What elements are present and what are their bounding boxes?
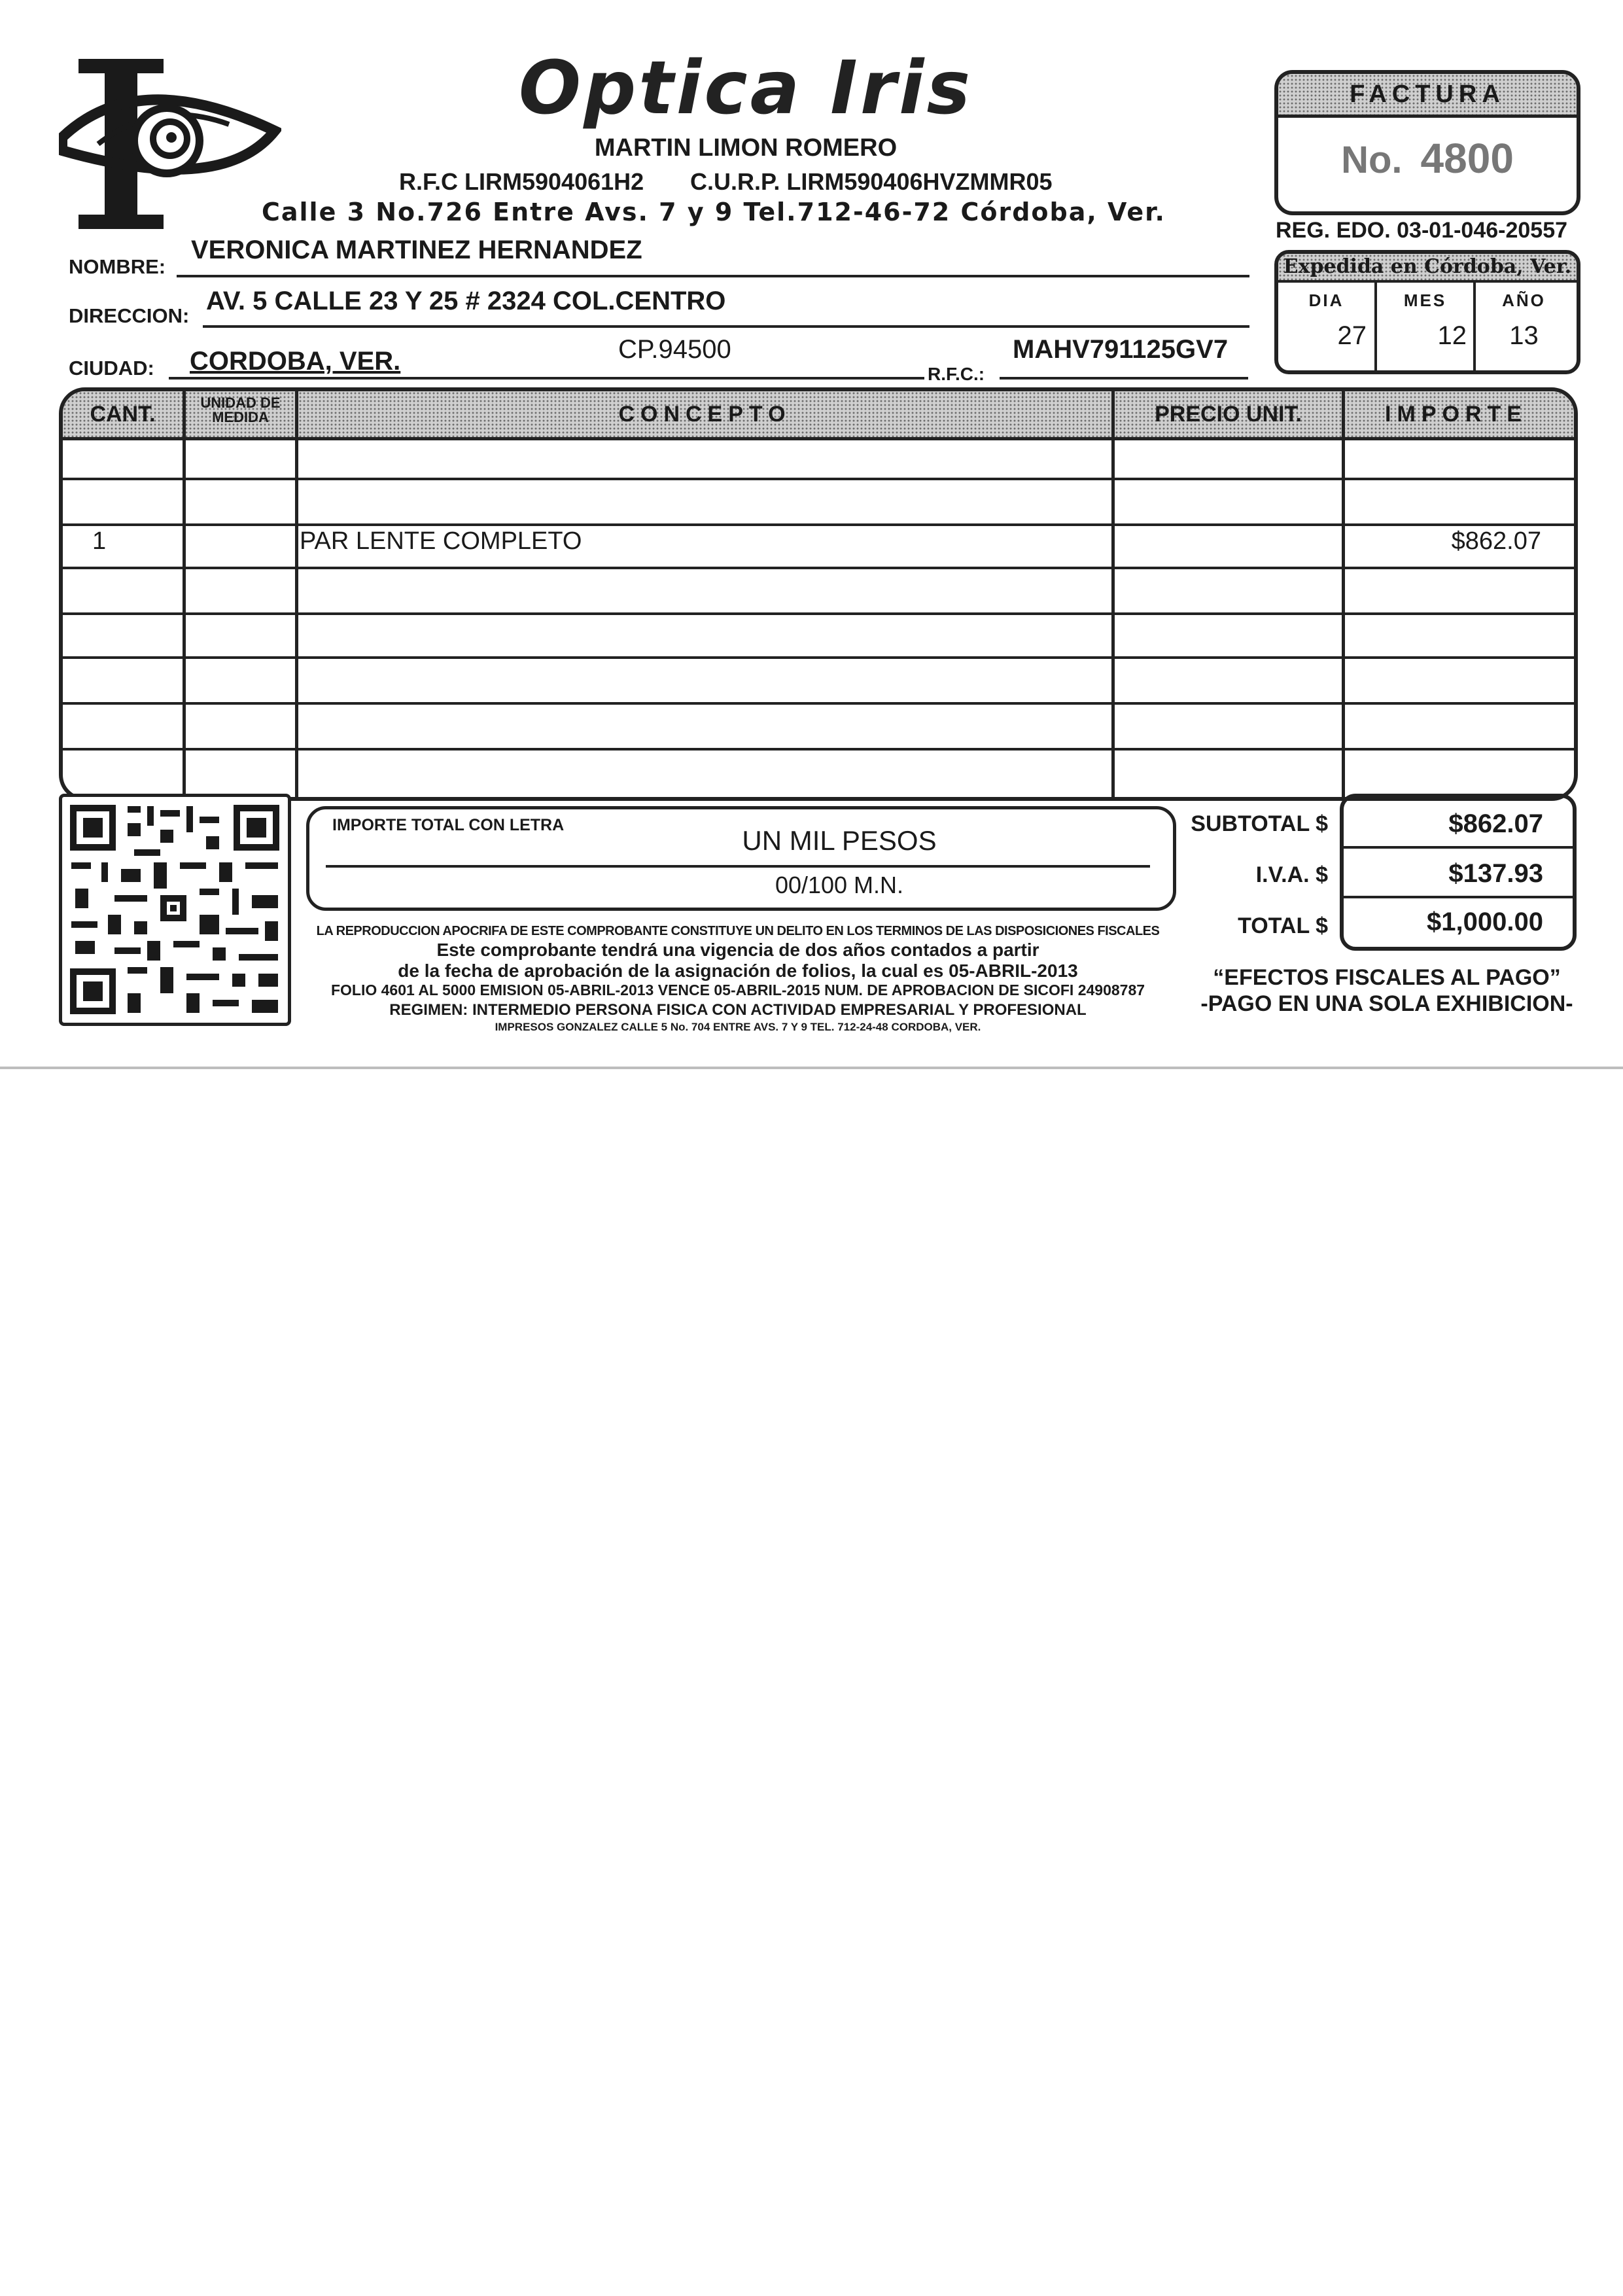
city-line <box>169 377 924 380</box>
items-table <box>59 387 1578 801</box>
customer-address: AV. 5 CALLE 23 Y 25 # 2324 COL.CENTRO <box>206 287 726 315</box>
qr-code-icon <box>59 794 291 1026</box>
name-label: NOMBRE: <box>69 255 166 278</box>
amount-in-words-label: IMPORTE TOTAL CON LETRA <box>332 816 565 834</box>
header-quantity: CANT. <box>90 402 156 427</box>
subtotal-label: SUBTOTAL $ <box>1191 811 1328 836</box>
row-divider <box>63 478 1574 480</box>
row-divider <box>63 702 1574 705</box>
year-value: 13 <box>1509 321 1539 350</box>
owner-name: MARTIN LIMON ROMERO <box>594 134 898 162</box>
customer-postal-code: CP.94500 <box>618 335 731 364</box>
subtotal-value: $862.07 <box>1448 809 1543 838</box>
amount-in-words-cents: 00/100 M.N. <box>775 872 904 898</box>
year-label: AÑO <box>1502 291 1546 310</box>
column-divider <box>1111 391 1115 797</box>
approval-date-notice: de la fecha de aprobación de la asignación de folios, la cual es 05-ABRIL-2013 <box>398 961 1078 981</box>
address-line <box>203 325 1249 328</box>
folio-notice: FOLIO 4601 AL 5000 EMISION 05-ABRIL-2013 VENCE 05-ABRIL-2015 NUM. DE APROBACION DE SICOFI 24908787 <box>330 981 1145 998</box>
iva-value: $137.93 <box>1448 859 1543 888</box>
month-value: 12 <box>1437 321 1467 350</box>
fiscal-effects-note: “EFECTOS FISCALES AL PAGO” <box>1213 965 1561 990</box>
row-concept: PAR LENTE COMPLETO <box>300 527 582 555</box>
name-line <box>177 275 1249 277</box>
column-divider <box>183 391 186 797</box>
row-divider <box>63 567 1574 569</box>
address-label: DIRECCION: <box>69 304 190 327</box>
iva-label: I.V.A. $ <box>1255 862 1328 887</box>
amount-in-words-line <box>326 865 1150 868</box>
issue-date-box <box>1274 250 1580 374</box>
day-label: DIA <box>1308 291 1344 310</box>
scan-page-edge <box>0 1067 1623 1069</box>
validity-notice: Este comprobante tendrá una vigencia de dos años contados a partir <box>436 940 1039 960</box>
customer-name: VERONICA MARTINEZ HERNANDEZ <box>191 236 642 264</box>
invoice-number <box>1278 134 1577 183</box>
date-month <box>1374 283 1473 370</box>
header-unit-price: PRECIO UNIT. <box>1155 402 1302 427</box>
total-label: TOTAL $ <box>1238 913 1328 938</box>
row-divider <box>63 748 1574 751</box>
brand-name: Optica Iris <box>518 46 973 131</box>
row-quantity: 1 <box>92 527 107 555</box>
row-amount: $862.07 <box>1451 527 1541 555</box>
customer-city: CORDOBA, VER. <box>190 347 401 376</box>
row-divider <box>63 612 1574 615</box>
eye-logo-icon <box>59 59 281 229</box>
totals-box <box>1340 794 1577 951</box>
header-amount: IMPORTE <box>1385 402 1527 427</box>
invoice-number-value: 4800 <box>1420 135 1514 182</box>
totals-divider <box>1344 846 1573 849</box>
issuer-rfc: R.F.C LIRM5904061H2 <box>399 168 644 195</box>
date-day <box>1278 283 1374 370</box>
invoice-number-box <box>1274 70 1580 215</box>
date-year <box>1473 283 1572 370</box>
row-divider <box>63 523 1574 526</box>
column-divider <box>295 391 298 797</box>
single-payment-note: -PAGO EN UNA SOLA EXHIBICION- <box>1200 991 1573 1016</box>
amount-in-words-box <box>306 806 1176 911</box>
items-table-header <box>63 391 1574 440</box>
column-divider <box>1342 391 1345 797</box>
header-unit-line1: UNIDAD DE <box>200 395 281 411</box>
printer-info: IMPRESOS GONZALEZ CALLE 5 No. 704 ENTRE AVS. 7 Y 9 TEL. 712-24-48 CORDOBA, VER. <box>495 1021 981 1033</box>
issued-in-label: Expedida en Córdoba, Ver. <box>1278 254 1577 283</box>
totals-divider <box>1344 896 1573 898</box>
invoice-title: FACTURA <box>1278 74 1577 118</box>
city-label: CIUDAD: <box>69 357 154 380</box>
day-value: 27 <box>1337 321 1367 350</box>
month-label: MES <box>1403 291 1447 310</box>
total-value: $1,000.00 <box>1427 908 1543 936</box>
header-unit <box>186 391 295 442</box>
state-registration: REG. EDO. 03-01-046-20557 <box>1276 218 1568 243</box>
issuer-curp: C.U.R.P. LIRM590406HVZMMR05 <box>690 168 1053 195</box>
row-divider <box>63 656 1574 659</box>
rfc-line <box>1000 377 1248 380</box>
customer-rfc: MAHV791125GV7 <box>1013 335 1229 364</box>
header-unit-line2: MEDIDA <box>212 409 269 425</box>
amount-in-words: UN MIL PESOS <box>742 825 937 856</box>
legal-notice: LA REPRODUCCION APOCRIFA DE ESTE COMPROBANTE CONSTITUYE UN DELITO EN LOS TERMINOS DE LAS DISPOSICIONES FISCALES <box>316 924 1160 938</box>
header-concept: CONCEPTO <box>618 402 792 427</box>
invoice-number-label: No. <box>1341 139 1403 181</box>
tax-regime: REGIMEN: INTERMEDIO PERSONA FISICA CON ACTIVIDAD EMPRESARIAL Y PROFESIONAL <box>389 1001 1087 1019</box>
customer-rfc-label: R.F.C.: <box>928 364 985 384</box>
issuer-address: Calle 3 No.726 Entre Avs. 7 y 9 Tel.712-46-72 Córdoba, Ver. <box>262 198 1166 226</box>
